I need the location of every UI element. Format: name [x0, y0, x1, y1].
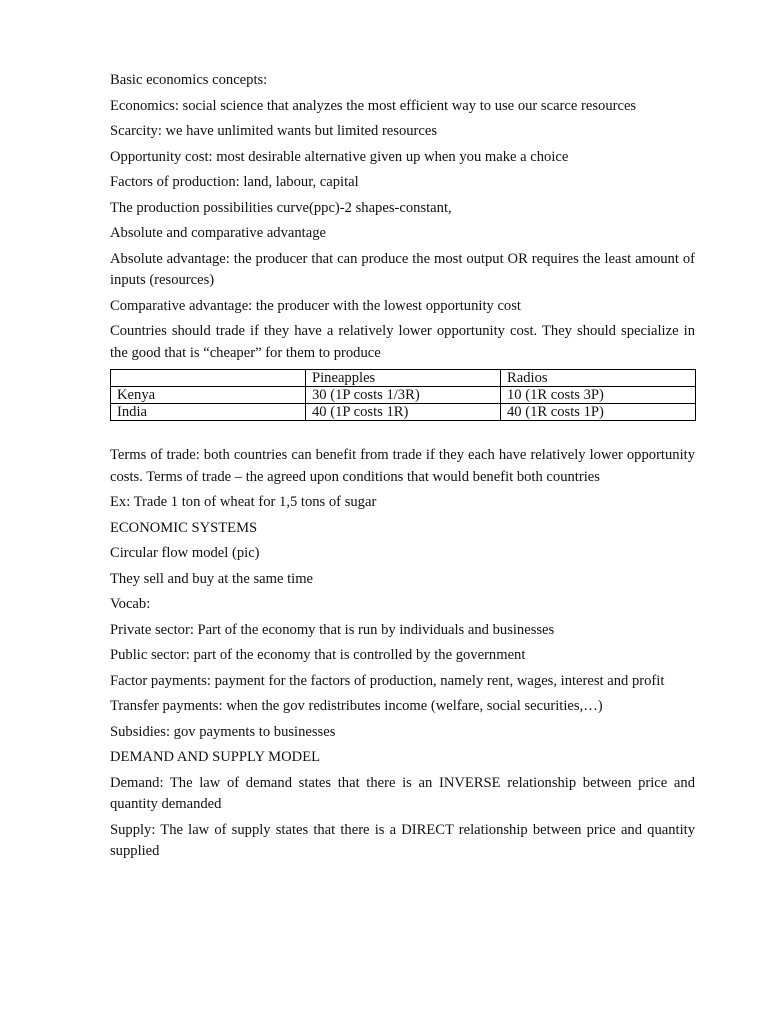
table-cell: 40 (1P costs 1R) [306, 404, 501, 421]
production-table [110, 369, 696, 421]
circular-flow-note: Circular flow model (pic) [110, 545, 260, 561]
trade-example: Ex: Trade 1 ton of wheat for 1,5 tons of sugar [110, 494, 377, 510]
definition-factors-of-production: Factors of production: land, labour, capital [110, 174, 359, 190]
definition-demand: Demand: The law of demand states that there is an INVERSE relationship between price and quantity demanded [110, 774, 695, 812]
definition-ppc: The production possibilities curve(ppc)-2 shapes-constant, [110, 199, 452, 216]
heading-economic-systems: ECONOMIC SYSTEMS [110, 519, 258, 536]
table-cell: 30 (1P costs 1/3R) [306, 387, 501, 404]
definition-comparative-advantage: Comparative advantage: the producer with the lowest opportunity cost [110, 297, 521, 314]
table-row [111, 404, 696, 421]
trade-specialization-note: Countries should trade if they have a relatively lower opportunity cost. They should specialize in the good that is “cheaper” for them to produce [110, 323, 695, 361]
definition-economics: Economics: social science that analyzes the most efficient way to use our scarce resources [110, 97, 637, 114]
table-header-cell: Pineapples [306, 370, 501, 387]
table-cell: 10 (1R costs 3P) [501, 387, 696, 404]
definition-private-sector: Private sector: Part of the economy that is run by individuals and businesses [110, 621, 555, 638]
definition-scarcity: Scarcity: we have unlimited wants but limited resources [110, 123, 438, 139]
subheading-advantage: Absolute and comparative advantage [110, 225, 326, 241]
table-header-row [111, 370, 696, 387]
definition-absolute-advantage: Absolute advantage: the producer that can produce the most output OR requires the least amount of inputs (resources) [110, 250, 695, 288]
table-header-cell: Radios [501, 370, 696, 387]
table-row [111, 387, 696, 404]
table-cell: 40 (1R costs 1P) [501, 404, 696, 421]
definition-supply: Supply: The law of supply states that there is a DIRECT relationship between price and quantity supplied [110, 821, 695, 859]
heading-demand-supply: DEMAND AND SUPPLY MODEL [110, 749, 321, 765]
definition-factor-payments: Factor payments: payment for the factors of production, namely rent, wages, interest and profit [110, 672, 665, 689]
intro-heading: Basic economics concepts: [110, 72, 268, 88]
definition-opportunity-cost: Opportunity cost: most desirable alternative given up when you make a choice [110, 148, 569, 165]
document-content [110, 70, 695, 867]
definition-subsidies: Subsidies: gov payments to businesses [110, 723, 336, 740]
table-header-cell [111, 370, 306, 387]
definition-terms-of-trade: Terms of trade: both countries can benefit from trade if they each have relatively lower opportunity costs. Terms of trade – the agreed upon conditions that would benefit both countries [110, 447, 695, 485]
definition-public-sector: Public sector: part of the economy that is controlled by the government [110, 647, 526, 663]
table-cell: Kenya [111, 387, 306, 404]
definition-transfer-payments: Transfer payments: when the gov redistributes income (welfare, social securities,…) [110, 698, 603, 714]
vocab-heading: Vocab: [110, 596, 151, 612]
sell-buy-note: They sell and buy at the same time [110, 570, 314, 587]
table-cell: India [111, 404, 306, 421]
